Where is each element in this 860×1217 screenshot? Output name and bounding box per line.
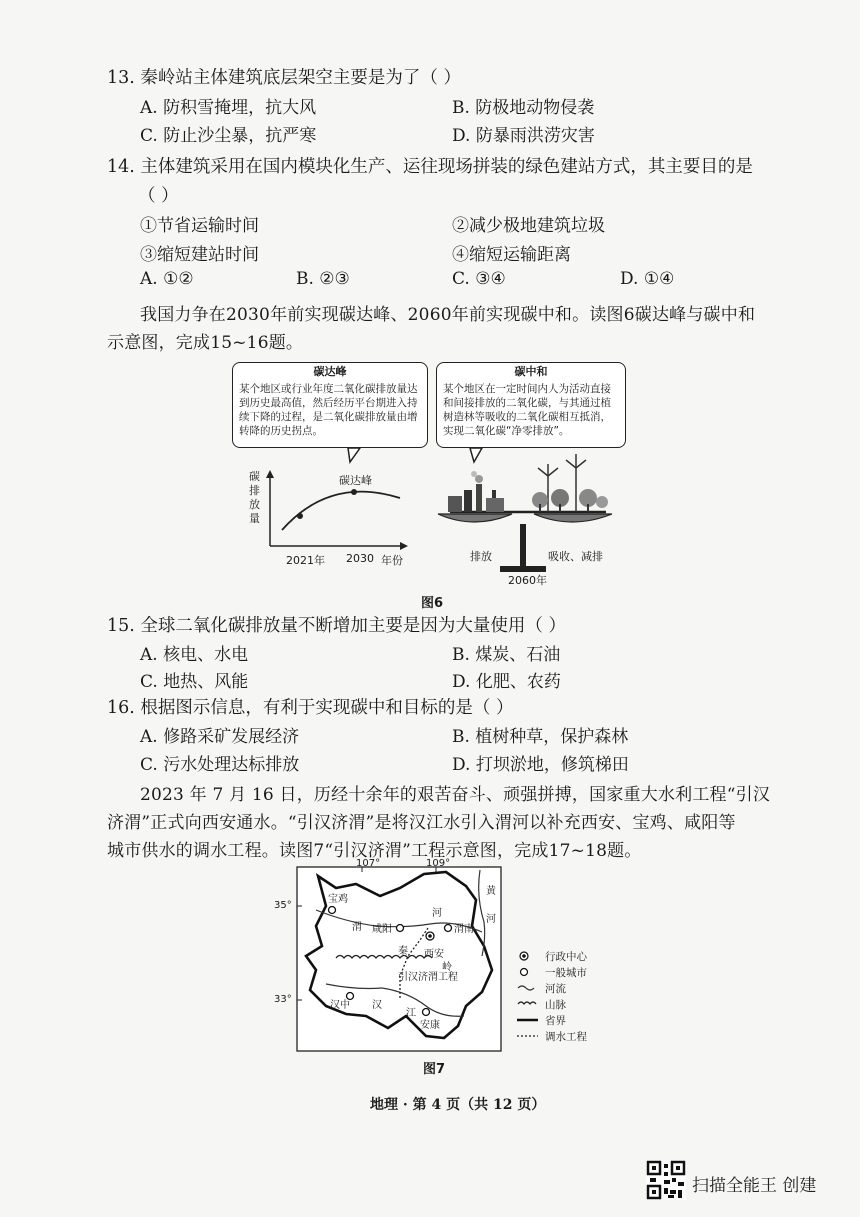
scale-post — [520, 524, 526, 570]
carbon-peak-title: 碳达峰 — [313, 365, 347, 378]
city-xianyang — [397, 925, 404, 932]
carbon-peak-text: 某个地区或行业年度二氧化碳排放量达到历史最高值，然后经历平台期进入持续下降的过程，是二氧化碳排放量由增转降的历史拐点。 — [239, 383, 418, 437]
figure-6-caption: 图6 — [421, 596, 444, 611]
qr-code-icon — [646, 1160, 686, 1200]
city-baoji — [329, 907, 336, 914]
intro1-line1: 我国力争在2030年前实现碳达峰、2060年前实现碳中和。读图6碳达峰与碳中和 — [140, 305, 756, 325]
q14-option-a: A. ①② — [140, 269, 194, 289]
q15-option-c: C. 地热、风能 — [140, 672, 249, 692]
q16-option-d: D. 打坝淤地，修筑梯田 — [452, 755, 629, 775]
q14-item-3: ③缩短建站时间 — [140, 245, 259, 265]
carbon-peak-bubble — [232, 362, 428, 448]
neutral-bubble-tail — [470, 448, 482, 462]
city-weinan — [445, 925, 452, 932]
q14-item-1: ①节省运输时间 — [140, 216, 259, 236]
peak-bubble-tail — [348, 448, 360, 462]
q16-stem: 16. 根据图示信息，有利于实现碳中和目标的是（ ） — [107, 698, 514, 718]
x-tick-2021: 2021年 — [286, 554, 325, 567]
label-qin: 秦 — [398, 946, 408, 957]
x-axis-arrow — [400, 542, 408, 550]
emission-curve — [282, 492, 400, 530]
label-xian: 西安 — [424, 949, 444, 960]
curve-peak-label: 碳达峰 — [339, 474, 372, 487]
city-ankang — [423, 1009, 430, 1016]
label-huang-he: 河 — [486, 914, 496, 925]
q14-paren: （ ） — [138, 186, 179, 206]
carbon-neutral-text: 某个地区在一定时间内人为活动直接和间接排放的二氧化碳，与其通过植树造林等吸收的二氧化碳相互抵消，实现二氧化碳“净零排放”。 — [443, 383, 611, 437]
label-baoji: 宝鸡 — [328, 894, 348, 905]
legend-diversion: 调水工程 — [545, 1031, 587, 1043]
label-project: 引汉济渭工程 — [398, 972, 458, 983]
q16-option-a: A. 修路采矿发展经济 — [140, 727, 300, 747]
legend-province-border: 省界 — [545, 1015, 566, 1027]
label-wei-he: 河 — [432, 908, 442, 919]
trees-turbines-icon — [532, 454, 608, 512]
q14-option-d: D. ①④ — [620, 269, 675, 289]
scale-left-pan — [438, 514, 512, 522]
legend-river: 河流 — [545, 983, 566, 995]
point-peak — [351, 489, 357, 495]
city-xian-dot — [428, 934, 432, 938]
label-huang: 黄 — [486, 886, 496, 897]
q16-option-b: B. 植树种草，保护森林 — [452, 727, 629, 747]
lat-label-33: 33° — [274, 994, 292, 1005]
q14-stem: 14. 主体建筑采用在国内模块化生产、运往现场拼装的绿色建站方式，其主要目的是 — [107, 157, 753, 177]
label-ankang: 安康 — [420, 1020, 440, 1031]
intro2-line3: 城市供水的调水工程。读图7“引汉济渭”工程示意图，完成17~18题。 — [107, 841, 642, 861]
label-ling: 岭 — [442, 962, 452, 973]
x-tick-2030: 2030 — [346, 552, 374, 565]
label-weinan: 渭南 — [454, 924, 474, 935]
scale-right-label: 吸收、减排 — [548, 550, 603, 563]
lon-label-107: 107° — [356, 858, 381, 869]
q13-option-d: D. 防暴雨洪涝灾害 — [452, 126, 595, 146]
q13-option-b: B. 防极地动物侵袭 — [452, 98, 595, 118]
label-han: 汉 — [372, 1000, 382, 1011]
figure-7-caption: 图7 — [423, 1062, 446, 1077]
y-axis-label: 碳 排 放 量 — [249, 470, 260, 525]
page-footer: 地理 · 第 4 页（共 12 页） — [370, 1097, 546, 1113]
label-jiang: 江 — [406, 1008, 416, 1019]
q13-stem: 13. 秦岭站主体建筑底层架空主要是为了（ ） — [107, 68, 461, 88]
scale-year-label: 2060年 — [508, 574, 547, 587]
lon-label-109: 109° — [426, 858, 451, 869]
intro2-line1: 2023 年 7 月 16 日，历经十余年的艰苦奋斗、顽强拼搏，国家重大水利工程“引汉 — [140, 785, 771, 805]
lat-label-35: 35° — [274, 900, 292, 911]
q14-option-b: B. ②③ — [296, 269, 350, 289]
q13-option-a: A. 防积雪掩埋，抗大风 — [140, 98, 317, 118]
factory-icon — [448, 471, 504, 512]
legend-admin-center: 行政中心 — [545, 951, 587, 963]
label-hanzhong: 汉中 — [330, 1000, 350, 1011]
legend-mountain: 山脉 — [545, 999, 566, 1011]
q15-option-d: D. 化肥、农药 — [452, 672, 561, 692]
q16-option-c: C. 污水处理达标排放 — [140, 755, 300, 775]
x-axis-label: 年份 — [381, 554, 403, 567]
intro1-line2: 示意图，完成15~16题。 — [107, 333, 304, 353]
q13-option-c: C. 防止沙尘暴，抗严寒 — [140, 126, 317, 146]
q14-item-2: ②减少极地建筑垃圾 — [452, 216, 605, 236]
q14-option-c: C. ③④ — [452, 269, 506, 289]
legend-city: 一般城市 — [545, 967, 587, 979]
q14-item-4: ④缩短运输距离 — [452, 245, 571, 265]
label-wei: 渭 — [352, 922, 362, 933]
map-graphics — [296, 866, 502, 1052]
q15-stem: 15. 全球二氧化碳排放量不断增加主要是因为大量使用（ ） — [107, 616, 566, 636]
carbon-neutral-bubble — [436, 362, 626, 448]
watermark-text: 扫描全能王 创建 — [692, 1176, 817, 1196]
legend-symbols — [516, 950, 542, 1050]
q15-option-a: A. 核电、水电 — [140, 645, 249, 665]
y-axis-arrow — [266, 470, 274, 478]
scale-left-label: 排放 — [470, 550, 492, 563]
point-2021 — [297, 513, 303, 519]
carbon-neutral-title: 碳中和 — [514, 365, 548, 378]
q15-option-b: B. 煤炭、石油 — [452, 645, 561, 665]
label-xianyang: 咸阳 — [372, 924, 392, 935]
scale-right-pan — [534, 514, 612, 522]
intro2-line2: 济渭”正式向西安通水。“引汉济渭”是将汉江水引入渭河以补充西安、宝鸡、咸阳等 — [107, 813, 736, 833]
